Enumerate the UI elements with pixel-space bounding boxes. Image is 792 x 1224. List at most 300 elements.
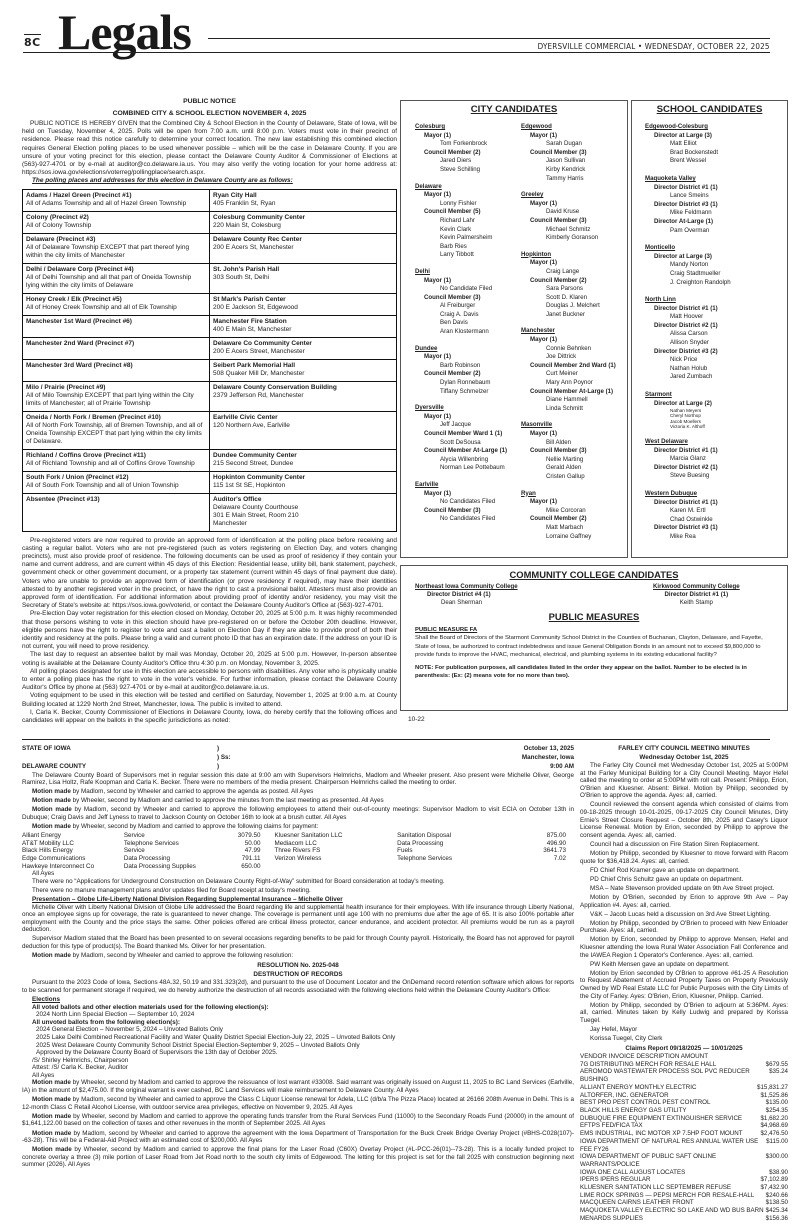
candidate-name: Alycia Willenbring — [440, 455, 489, 463]
claim-cell: Hawkeye Interconnect Co — [22, 862, 95, 870]
candidate-name: Victoria K. Althoff — [670, 423, 705, 429]
polling-place-address: Delaware County Courthouse — [213, 503, 299, 511]
school-district-group — [645, 296, 731, 382]
claim-row — [580, 1122, 788, 1130]
candidate-name: Nick Price — [670, 356, 698, 364]
precinct-name: Delhi / Delaware Corp (Precinct #4) — [26, 265, 134, 273]
claim-description: EFTPS FED/FICA TAX — [580, 1122, 643, 1130]
candidate-name: Kirby Kendrick — [546, 165, 586, 173]
candidate-name: Mike Rea — [670, 532, 696, 540]
claim-amount: $1,682.20 — [760, 1114, 788, 1122]
claim-cell: Mediacom LLC — [274, 839, 317, 847]
elections-heading: Elections — [32, 995, 60, 1003]
claim-amount: $254.35 — [765, 1107, 788, 1114]
claim-amount: $115.00 — [766, 1137, 788, 1145]
college-name: Kirkwood Community College — [653, 583, 740, 590]
office-title: Mayor (1) — [424, 191, 452, 199]
claim-cell: 7.02 — [553, 855, 566, 863]
office-title: Director at Large (3) — [654, 131, 712, 139]
polling-place-name: Colesburg Community Center — [213, 213, 306, 221]
voted-heading: All voted ballots and other election materials used for the following election(s): — [32, 1003, 269, 1011]
jurisdiction-name: Ryan — [521, 489, 536, 497]
candidate-name: Matt Elliot — [670, 140, 697, 148]
claims-body — [22, 832, 574, 870]
page-header — [0, 0, 792, 60]
page-number: 8C — [24, 36, 41, 49]
precinct-name: Oneida / North Fork / Bremen (Precinct #10) — [26, 413, 161, 421]
claim-row — [580, 1092, 788, 1100]
candidate-name: Tom Forkenbrock — [440, 140, 488, 148]
jurisdiction-name: Dundee — [415, 344, 438, 352]
motion-paragraph — [22, 1079, 574, 1094]
city-group — [415, 123, 507, 175]
jurisdiction-name: North Linn — [645, 296, 676, 304]
motion-lead: Motion made — [32, 952, 71, 960]
candidate-name: Nellie Marting — [546, 455, 584, 463]
claim-description: KLUESNER SANITATION LLC SEPTEMBER REFUSE — [580, 1184, 732, 1192]
precinct-cell — [23, 381, 210, 411]
notice-paragraph: All polling places designated for use in this election are accessible to persons with disabilities. Any voter who is physically unable to enter a polling place has the right to vote in the voter's vehicle. For further information, please contact the Delaware County Auditor's Office by phone at (563) 927-4701 or by e-mail at auditor@co.delaware.ia.us. — [22, 667, 397, 692]
candidate-name: Kevin Palmersheim — [440, 234, 493, 242]
supervisors-minutes — [22, 744, 574, 1171]
jurisdiction-name: Maquoketa Valley — [645, 174, 696, 182]
polling-place-address: 200 E Jackson St, Edgewood — [213, 303, 298, 311]
jurisdiction-name: Delaware — [415, 182, 442, 190]
polling-place-name: Delaware County Rec Center — [213, 235, 302, 243]
candidate-name: Scott DeSousa — [440, 438, 481, 446]
office-title: Director District #4 (1) — [427, 590, 491, 598]
candidate-name: Douglas J. Melchert — [546, 302, 600, 310]
farley-date: Wednesday October 1st, 2025 — [639, 754, 729, 761]
claim-amount: $7,102.89 — [760, 1176, 788, 1184]
farley-paragraph: Council had a discussion on Fire Station Siren Replacement. — [590, 840, 760, 848]
precinct-table — [22, 189, 397, 532]
claim-row — [580, 1169, 788, 1177]
candidate-name: Janet Buckner — [546, 310, 585, 318]
office-title: Mayor (1) — [424, 353, 452, 361]
precinct-row — [23, 359, 397, 381]
claim-row — [22, 855, 574, 863]
polling-place-address: 301 E Main Street, Room 210 — [213, 511, 299, 519]
farley-paragraph: PD Chief Chris Schultz gave an update on department. — [590, 875, 744, 883]
farley-minutes — [580, 744, 788, 1223]
polling-place-address: 2379 Jefferson Rd, Manchester — [213, 391, 304, 399]
college-group — [653, 583, 740, 606]
precinct-row — [23, 411, 397, 449]
office-title: Director District #3 (1) — [654, 524, 718, 532]
claim-description: IOWA DEPARTMENT OF PUBLIC SAFT ONLINE WARRANTS/POLICE — [580, 1153, 717, 1168]
office-title: Mayor (1) — [424, 489, 452, 497]
farley-title: FARLEY CITY COUNCIL MEETING MINUTES — [618, 745, 750, 752]
precinct-cell — [23, 263, 210, 293]
motion-lead: Motion made — [32, 1079, 71, 1087]
office-title: Mayor (1) — [530, 259, 558, 267]
motion-text: by Wheeler, second by Madlom and carried to approve the following claims for payment: — [72, 823, 319, 831]
polling-place-address: 120 Northern Ave, Earlville — [213, 421, 290, 429]
claim-cell: 3641.73 — [543, 847, 566, 855]
claim-amount: $679.55 — [765, 1060, 788, 1068]
farley-paragraph: FD Chief Rod Kramer gave an update on department. — [590, 866, 740, 874]
claim-cell: 47.99 — [244, 847, 261, 855]
claim-row — [580, 1138, 788, 1153]
claim-row — [580, 1115, 788, 1123]
precinct-row — [23, 449, 397, 471]
candidate-name: Bill Alden — [546, 438, 572, 446]
office-title: Council Member (3) — [530, 447, 587, 455]
dateline-row — [22, 762, 574, 771]
note-paragraph: There were no manure management plans and/or updates filed for Board receipt at today's meeting. — [32, 886, 311, 894]
claim-cell — [397, 863, 515, 871]
precinct-row — [23, 493, 397, 531]
farley-paragraph: Jay Hefel, Mayor — [590, 1026, 638, 1033]
precinct-row — [23, 263, 397, 293]
claim-cell: Alliant Energy — [22, 832, 61, 840]
jurisdiction-name: Masonville — [521, 421, 553, 429]
precinct-row — [23, 337, 397, 359]
notice-intro: PUBLIC NOTICE IS HEREBY GIVEN that the Combined City & School Election in the County of Delaware, State of Iowa, will be held on Tuesday, November 4, 2025. Polls will be open from 7:00 a.m. until 8:00 p.m. Voters must vote in their precinct of residence. Please read this notice carefully to determine your correct location. The new law establishing this combined election requires General Election polling places to be used whenever possible – which will be the case in Delaware County. If you are unsure of your voting precinct for this election, please contact the Delaware County Auditor & Commissioner of Elections at (563)-927-4701 or by e-mail at auditor@co.delaware.ia.us. You may also verify the voting location for your home address at: https://sos.iowa.gov/elections/voterreg/pollingplace/search.aspx. — [22, 120, 397, 177]
candidate-name: Barb Robinson — [440, 361, 481, 369]
polling-place-name: Dundee Community Center — [213, 451, 297, 459]
candidate-name: Jared Zumbach — [670, 373, 713, 381]
candidate-name: Jeff Jacque — [440, 421, 472, 429]
claim-description: BEST PRO PEST CONTROL PEST CONTROL — [580, 1099, 711, 1107]
candidate-name: No Candidates Filed — [440, 498, 496, 506]
candidate-name: Linda Schmitt — [546, 404, 583, 412]
presentation-paragraph: Michelle Oliver with Liberty National Division of Globe Life addressed the Board regarding life and supplemental health insurance for their employees. With life insurance through Liberty National, once an employee signs up for coverage, the rate is guaranteed to never change. The coverage is permanent until age 100 with no premiums due after the age of 65. It is also 100% portable after employment with the County and the price stays the same. Other policies offered are critical illness protector, cancer endurance, and accident protector. All premiums would be run as a payroll deduction. — [22, 903, 574, 934]
school-column — [645, 123, 731, 551]
motion-text: by Madlom, second by Wheeler and carried to approve the Class C Liquor License renewal for Adela, LLC (d/b/a The Pizza Place) located at 26166 208th Avenue in Delhi. This is a 12-month Class C Retail Alcohol License, with outdoor service area privileges, effective on November 9, 2025. All Ayes — [22, 1096, 574, 1111]
city-group — [521, 123, 616, 183]
motion-paragraph — [22, 952, 574, 960]
polling-place-cell — [210, 471, 397, 493]
precinct-name: South Fork / Union (Precinct #12) — [26, 473, 129, 481]
candidate-name: Chad Ostwinkle — [670, 515, 713, 523]
polling-place-address: 215 Second Street, Dundee — [213, 459, 294, 467]
jurisdiction-name: West Delaware — [645, 438, 688, 446]
city-group — [521, 251, 616, 320]
city-group — [521, 191, 616, 243]
office-title: Council Member (2) — [424, 370, 481, 378]
farley-paragraph: Motion by O'Brien, seconded by Erion to approve 9th Ave – Pay Application #4. Ayes: all, carried. — [580, 894, 788, 909]
candidate-name: Barb Ries — [440, 242, 467, 250]
motion-text: by Madlom, second by Wheeler and carried to approve the following employees to attend their out-of-county meetings: Supervisor Madlom to visit ECIA on October 13th in Dubuque; Craig Davis and Jeff Lyness to travel to Jackson County on October 16th to look at a brush cutter. All Ayes — [22, 806, 574, 822]
city-group — [415, 481, 507, 524]
motion-text: by Madlom, second by Wheeler and carried to approve the agenda as posted. All Ayes — [72, 788, 314, 796]
candidate-name: Keith Stamp — [679, 598, 713, 606]
candidate-name: Cheryl Northop — [670, 413, 701, 419]
resolution-text: Pursuant to the 2023 Code of Iowa, Sections 48A.32, 50.19 and 331.323(2d), and pursuant to the use of Document Locator and the OnDemand record retention software which allows for reports to be scanned for permanent storage if required, we do hereby authorize the destruction of all records associated with the following elections held within the Delaware County Auditor's Office: — [22, 979, 574, 994]
farley-paragraph: Motion by Erion, seconded by Philipp to approve Mensen, Hefel and Kluesner attending the Iowa Rural Water Association Fall Conference and the IAWEA Region 1 Operator's Conference. Ayes: all, carried. — [580, 936, 788, 959]
candidate-name: Tammy Harris — [546, 174, 584, 182]
measure-label: PUBLIC MEASURE FA — [415, 627, 478, 633]
jurisdiction-name: Edgewood-Colesburg — [645, 123, 708, 130]
office-title: Mayor (1) — [424, 412, 452, 420]
college-name: Northeast Iowa Community College — [415, 583, 518, 590]
motion-paragraph — [22, 1096, 574, 1111]
polling-place-address: Manchester — [213, 519, 247, 527]
jurisdiction-name: Earlville — [415, 480, 439, 488]
office-title: Council Member (3) — [424, 506, 481, 514]
unvoted-heading: All unvoted ballots from the following election(s): — [32, 1018, 180, 1026]
dateline-cell: DELAWARE COUNTY — [22, 763, 87, 771]
motion-lead: Motion made — [32, 823, 71, 831]
polling-place-cell — [210, 263, 397, 293]
motion-text: by Madlom, second by Wheeler and carried to approve the agreement with the Iowa Department of Transportation for the Buck Creek Bridge Overlay Project (#BHS-C028(107)--63-28). This will be a Federal-Aid Project with an estimated cost of $200,000. All Ayes — [22, 1129, 574, 1145]
polling-place-cell — [210, 411, 397, 449]
claims-header: VENDOR INVOICE DESCRIPTION AMOUNT — [580, 1053, 709, 1061]
office-title: Council Member (2) — [530, 515, 587, 523]
precinct-name: Colony (Precinct #2) — [26, 213, 89, 221]
motion-paragraph — [22, 1146, 574, 1169]
polling-place-name: Ryan City Hall — [213, 191, 257, 199]
precinct-description: All of Honey Creek Township and all of Elk Township — [26, 303, 177, 311]
header-rule — [208, 38, 770, 39]
candidate-name: Larry Tibbott — [440, 251, 474, 259]
motion-paragraph — [22, 806, 574, 821]
claim-description: ALLIANT ENERGY MONTHLY ELECTRIC — [580, 1083, 697, 1091]
candidate-name: Lorraine Gaffney — [546, 532, 592, 540]
farley-paragraph: Korissa Tuegel, City Clerk — [590, 1035, 663, 1043]
jurisdiction-name: Hopkinton — [521, 250, 552, 258]
precinct-cell — [23, 293, 210, 315]
farley-paragraph: Motion by Philipp, seconded by O'Brien to proceed with New Enloader Purchase. Ayes: all, carried. — [580, 919, 788, 935]
claim-description: IPERS IPERS REGULAR — [580, 1176, 651, 1184]
jurisdiction-name: Colesburg — [415, 123, 446, 130]
precinct-name: Honey Creek / Elk (Precinct #5) — [26, 295, 122, 303]
candidate-name: Mike Feldmann — [670, 209, 712, 217]
office-title: Director District #1 (1) — [654, 446, 718, 454]
precinct-cell — [23, 189, 210, 211]
claim-amount: $135.00 — [765, 1099, 788, 1107]
motion-lead: Motion made — [32, 1112, 72, 1120]
motion-lead: Motion made — [32, 806, 72, 814]
dateline-row — [22, 744, 574, 753]
college-group — [415, 583, 518, 606]
header-rule — [23, 52, 770, 53]
office-title: Director at Large (2) — [654, 399, 712, 407]
claim-cell: Service — [123, 847, 145, 855]
precinct-description: All of North Fork Township, all of Bremen Township, and all of Oneida Township EXCEPT that part lying within the city limits of Delaware. — [26, 421, 203, 445]
claim-amount: $2,476.50 — [760, 1130, 788, 1138]
measure-text: Shall the Board of Directors of the Starmont Community School District in the Counties of Buchanan, Clayton, Delaware, and Fayette, State of Iowa, be authorized to contract indebtedness and issue General Obligation Bonds in an amount not to exceed $9,800,000 to provide funds to improve the HVAC, mechanical, electrical, and plumbing systems in its existing educational facility? — [415, 635, 763, 659]
polling-place-cell — [210, 233, 397, 263]
claim-description: DUBUQUE FIRE EQUIPMENT EXTINGUISHER SERVICE — [580, 1114, 743, 1122]
claim-description: 7G DISTRIBUTING MERCH FOR RESALE HALL — [580, 1060, 717, 1068]
candidate-name: Karen M. Ertl — [670, 507, 706, 515]
precinct-name: Absentee (Precinct #13) — [26, 495, 100, 503]
candidate-name: Pam Overman — [670, 226, 710, 234]
signature-line: /S/ Shirley Helmrichs, Chairperson — [32, 1056, 129, 1064]
claim-row — [580, 1107, 788, 1115]
claim-description: AEROMOD WASTEWATER PROCESS SOL PVC REDUCER BUSHING — [580, 1068, 750, 1084]
precinct-name: Manchester 1st Ward (Precinct #6) — [26, 317, 132, 325]
school-district-group — [645, 244, 731, 287]
claim-amount: $35.24 — [769, 1068, 788, 1076]
farley-paragraph: Motion by Philipp, seconded by O'Brien to adjourn at 5:36PM. Ayes: all, carried. Minutes taken by Kelly Ludwig and prepared by Korissa Tuegel. — [580, 1001, 788, 1024]
candidate-name: Mandy Norton — [670, 261, 709, 269]
precinct-cell — [23, 449, 210, 471]
jurisdiction-name: Edgewood — [521, 123, 552, 130]
candidate-name: No Candidate Filed — [440, 285, 493, 293]
city-group — [415, 268, 507, 337]
city-group — [521, 490, 616, 542]
precinct-description: All of South Fork Township and all of Union Township — [26, 481, 179, 489]
claim-cell: Data Processing — [123, 855, 171, 863]
claim-amount: $4,968.69 — [760, 1122, 788, 1130]
jurisdiction-name: Greeley — [521, 191, 544, 199]
precinct-cell — [23, 411, 210, 449]
candidate-name: Brent Wessel — [670, 157, 707, 165]
candidate-name: Joe Dittrick — [546, 353, 577, 361]
claim-cell — [515, 863, 574, 871]
claim-cell: Three Rivers FS — [274, 847, 321, 855]
dateline-cell: ) Ss: — [217, 754, 231, 762]
office-title: Council Member (3) — [424, 293, 481, 301]
precinct-description: All of Delaware Township EXCEPT that part thereof lying within the city limits of Manchester — [26, 243, 190, 259]
farley-paragraph: The Farley City Council met Wednesday October 1st, 2025 at 5:00PM at the Farley Municipal Building for a City Council Meeting. Mayor Hefel called the meeting to order at 5:00PM with roll call. Present: Philipp, Erion, O'Brien and Kluesner. Absent: Birkel. Motion by Philipp, seconded by O'Brien to approve the agenda. Ayes: all, carried. — [580, 762, 788, 800]
candidate-name: Connie Behnken — [546, 344, 592, 352]
notice-paragraph: I, Carla K. Becker, County Commissioner of Elections in Delaware County, Iowa, do hereby certify that the following offices and candidates will appear on the ballots in the specific jurisdictions as noted: — [22, 708, 397, 725]
claim-cell: 791.11 — [241, 855, 261, 863]
city-group — [521, 421, 616, 481]
office-title: Director District #3 (2) — [654, 347, 718, 355]
precinct-name: Manchester 2nd Ward (Precinct #7) — [26, 339, 135, 347]
office-title: Director at Large (3) — [654, 252, 712, 260]
candidate-name: Norman Lee Pottebaum — [440, 464, 505, 472]
candidate-name: No Candidates Filed — [440, 515, 496, 523]
claims-report-title: Claims Report 09/18/2025 — 10/01/2025 — [625, 1045, 743, 1053]
farley-paragraph: MSA – Nate Stevenson provided update on 9th Ave Street project. — [590, 884, 775, 892]
candidate-name: Sarah Dugan — [546, 140, 582, 148]
dateline-cell — [22, 753, 217, 762]
candidate-name: Matt Hoover — [670, 313, 704, 321]
farley-paragraph: Motion by Erion seconded by O'Brien to approve #61-25 A Resolution to Request Abatement of Accrued Property Taxes on Property Previously Owned by WD Real Estate LLC for Public Purposes with the City Limits of the City of Farley. Ayes: O'Brien, Erion, Kluesner, Philipp. Carried. — [580, 969, 788, 1000]
section-divider — [22, 739, 770, 740]
farley-paragraph: PW Keith Mensen gave an update on department. — [590, 960, 730, 968]
claim-description: MENARDS SUPPLIES — [580, 1214, 643, 1222]
office-title: Director District #3 (1) — [654, 200, 718, 208]
claim-row — [580, 1199, 788, 1207]
office-title: Mayor (1) — [530, 430, 558, 437]
motion-text: by Wheeler, second by Madlom and carried to approve the reissuance of lost warrant #33008. Said warrant was originally issued on August 11, 2025 to BC Land Services (Earlville, IA) in the amount of $2,475.00. If the original warrant is ever cashed, BC Land Services will make reimbursement to Delaware County. All Ayes — [22, 1079, 574, 1095]
motion-paragraph — [22, 797, 574, 805]
notice-code: 10-22 — [408, 716, 425, 723]
claim-amount: $425.34 — [765, 1207, 788, 1215]
polling-place-name: Earlville Civic Center — [213, 413, 278, 421]
polling-place-name: Delaware County Conservation Building — [213, 383, 337, 391]
polling-place-cell — [210, 381, 397, 411]
claim-amount: $1,525.86 — [760, 1091, 788, 1099]
office-title: Council Member (5) — [424, 208, 481, 216]
claim-description: IOWA DEPARTMENT OF NATURAL RES ANNUAL WATER USE FEE FY26 — [580, 1137, 759, 1153]
candidate-name: Tiffany Schmelzer — [440, 387, 489, 395]
claim-row — [22, 847, 574, 855]
candidate-name: Gerald Alden — [546, 464, 582, 472]
candidate-name: Steve Schilling — [440, 165, 480, 173]
motion-paragraph — [22, 1130, 574, 1145]
city-column — [521, 123, 616, 549]
polling-place-name: Hopkinton Community Center — [213, 473, 306, 481]
candidate-name: Nathan Meyers — [670, 408, 702, 414]
claim-row — [580, 1099, 788, 1107]
note-paragraph: There were no “Applications for Underground Construction on Delaware County Right-of-Way” submitted for Board consideration at today's meeting. — [32, 877, 445, 885]
precinct-cell — [23, 211, 210, 233]
farley-paragraph: Council reviewed the consent agenda which consisted of claims from 09-18-2025 through 10-01-2025, 09-17-2025 City Council Minutes, Dirty Ernie's Street Closure Request – October 8th, 2025 and Casey's Liquor License Renewal. Motion by Erion, seconded by Philipp to approve the consent agenda. Ayes: all, carried. — [580, 801, 788, 839]
office-title: Mayor (1) — [424, 131, 452, 139]
claim-amount: $240.66 — [765, 1191, 788, 1199]
claim-row — [580, 1215, 788, 1223]
office-title: Council Member At-Large (1) — [530, 387, 614, 395]
precinct-cell — [23, 471, 210, 493]
polling-place-address: 220 Main St, Colesburg — [213, 221, 281, 229]
dateline-cell: October 13, 2025 — [523, 745, 574, 752]
motion-text: by Wheeler, second by Madlom and carried to approve the operating funds transfer from the Rural Services Fund (11000) to the Secondary Roads Fund (20000) in the amount of $1,641,122.00 based on the collection of taxes and other revenues in the month of September 2025. All Ayes — [22, 1112, 575, 1128]
motion-lead: Motion made — [32, 788, 71, 796]
school-district-group — [645, 175, 731, 235]
city-column — [415, 123, 507, 532]
precinct-cell — [23, 233, 210, 263]
precinct-row — [23, 471, 397, 493]
candidate-name: Lance Smeins — [670, 192, 709, 200]
polling-place-name: Manchester Fire Station — [213, 317, 287, 325]
city-group — [415, 404, 507, 473]
motion-paragraph — [22, 788, 574, 796]
candidate-name: Lonny Fishler — [440, 199, 477, 207]
candidate-name: Dean Sherman — [441, 598, 482, 606]
polling-place-address: 400 E Main St, Manchester — [213, 325, 292, 333]
school-district-group — [645, 123, 731, 166]
city-group — [415, 183, 507, 260]
polling-place-cell — [210, 493, 397, 531]
measure-note: NOTE: For publication purposes, all candidates listed in the order they appear on the ballot. Number to be elected is in parenthesis: (Ex: (2) means vote for no more than two). — [415, 664, 747, 680]
polling-place-address: 115 1st St SE, Hopkinton — [213, 481, 286, 489]
claim-description: ALTORFER, INC. GENERATOR — [580, 1091, 669, 1099]
candidate-name: Ben Davis — [440, 319, 468, 327]
community-college-box — [400, 565, 788, 711]
opening-paragraph: The Delaware County Board of Supervisors met in regular session this date at 9:00 am with Supervisors Helmrichs, Madlom and Wheeler present. Also present were Michelle Oliver, George Ramirez, Lisa Holtz, Rafe Koopman and Carla K. Becker. There were no members of the media present. Chairperson Helmrichs called the meeting to order. — [22, 771, 574, 787]
presentation-paragraph: Supervisor Madlom stated that the Board has been presented to on several occasions regarding benefits to be paid for through County payroll. Historically, the Board has not approved for payroll deduction for this type of product(s). The Board thanked Ms. Oliver for her presentation. — [22, 935, 574, 951]
claim-cell: Sanitation Disposal — [397, 832, 451, 840]
notice-subtitle: COMBINED CITY & SCHOOL ELECTION NOVEMBER 4, 2025 — [112, 110, 307, 117]
claim-row — [580, 1184, 788, 1192]
office-title: Mayor (1) — [530, 498, 558, 506]
candidate-name: Aran Klostermann — [440, 328, 489, 336]
jurisdiction-name: Manchester — [521, 327, 555, 335]
candidate-name: Steve Buesing — [670, 472, 710, 480]
office-title: Director At-Large (1) — [654, 217, 714, 225]
precinct-row — [23, 233, 397, 263]
public-measures-title: PUBLIC MEASURES — [548, 611, 640, 622]
election-notice — [22, 96, 397, 725]
precinct-cell — [23, 315, 210, 337]
office-title: Council Member 2nd Ward (1) — [530, 361, 616, 369]
candidate-name: Craig A. Davis — [440, 310, 479, 318]
candidate-name: Cristen Gallup — [546, 472, 585, 480]
office-title: Director District #1 (1) — [654, 304, 718, 312]
claim-description: MACQUEEN CAIRNS LEATHER FRONT — [580, 1199, 694, 1207]
jurisdiction-name: Starmont — [645, 391, 672, 399]
precinct-name: Richland / Coffins Grove (Precinct #11) — [26, 451, 146, 459]
office-title: Director District #2 (1) — [654, 463, 718, 471]
claim-cell: Telephone Services — [397, 855, 453, 863]
precinct-name: Manchester 3rd Ward (Precinct #8) — [26, 361, 133, 369]
claim-cell: Black Hills Energy — [22, 847, 73, 855]
election-item: 2025 West Delaware County Community School District Special Election-September 9, 2025 – Unvoted Ballots Only — [36, 1041, 360, 1049]
claim-description: MAQUOKETA VALLEY ELECTRIC SO LAKE AND WD BUS BARN — [580, 1207, 764, 1215]
precinct-row — [23, 293, 397, 315]
candidate-name: Richard Lahr — [440, 216, 475, 224]
precinct-cell — [23, 359, 210, 381]
